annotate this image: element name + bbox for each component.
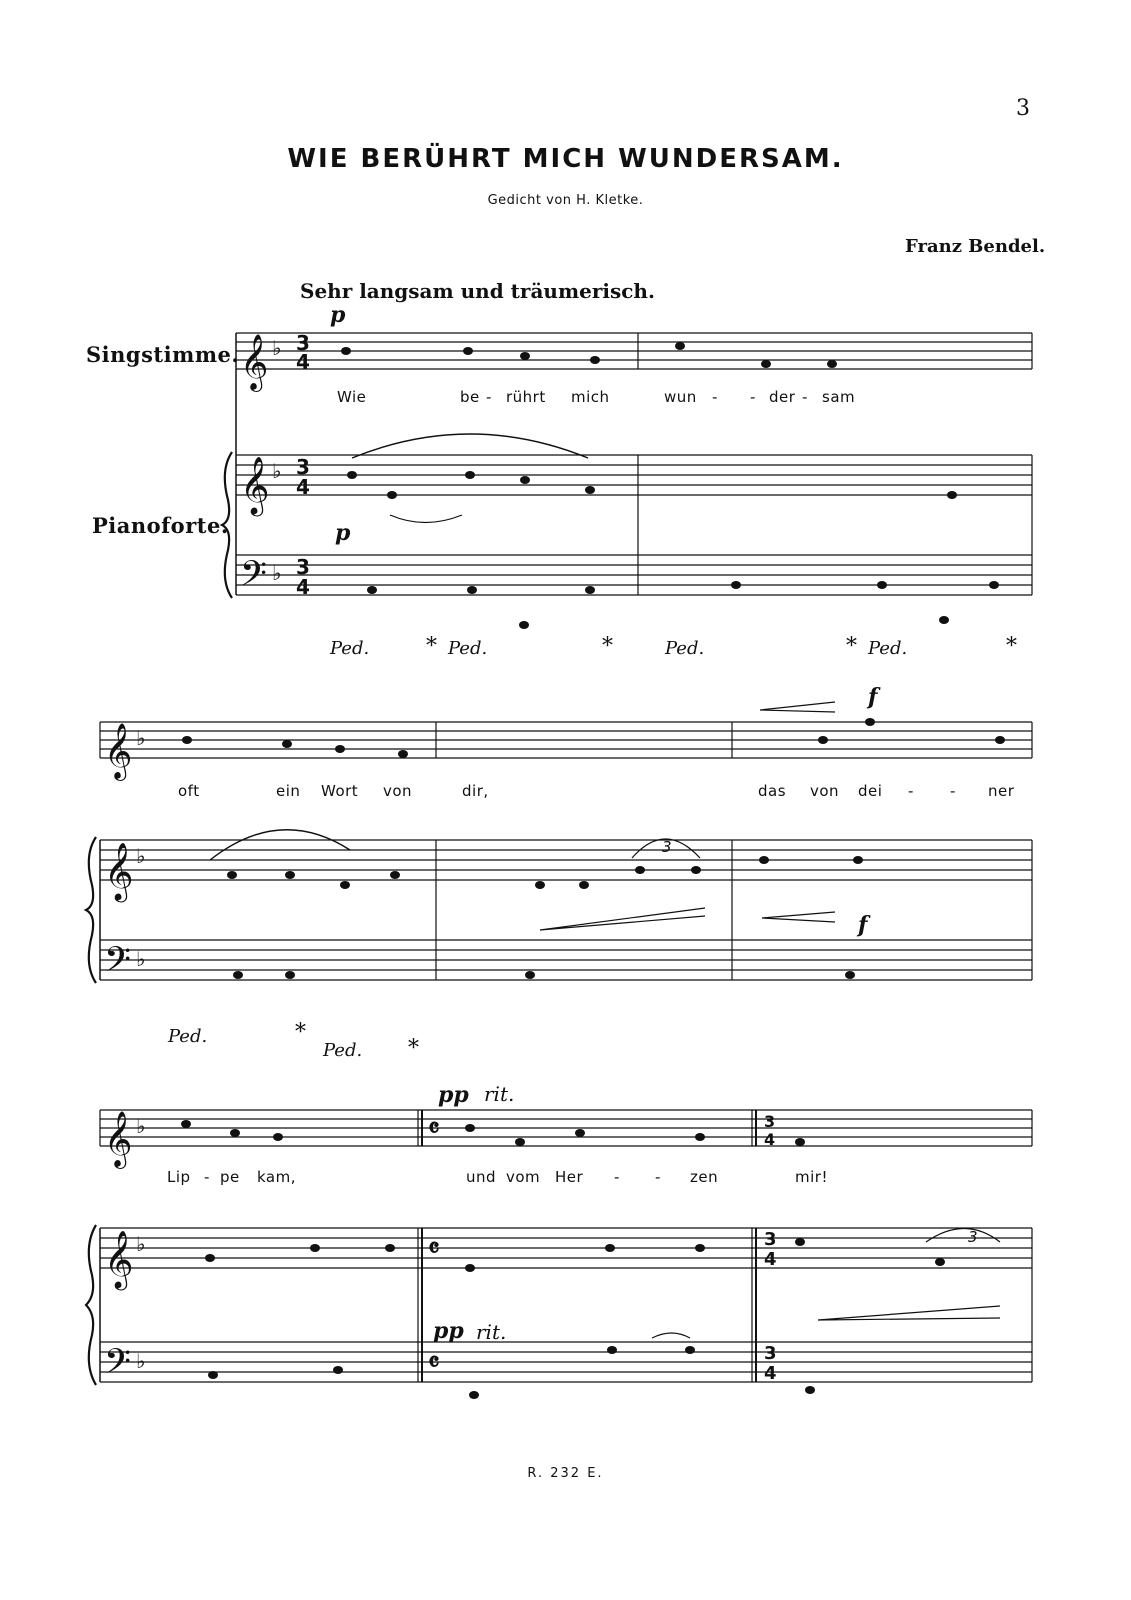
lyric-syllable: ein — [276, 782, 301, 800]
svg-text:3: 3 — [296, 331, 310, 355]
lyric-syllable: - — [802, 388, 808, 406]
svg-text:𝄴: 𝄴 — [428, 1234, 440, 1264]
svg-text:𝄞: 𝄞 — [240, 456, 270, 514]
svg-text:4: 4 — [764, 1130, 776, 1149]
lyric-syllable: Her — [555, 1168, 584, 1186]
lyric-syllable: - — [655, 1168, 661, 1186]
lyric-syllable: der — [769, 388, 796, 406]
lyric-syllable: be — [460, 388, 480, 406]
lyric-syllable: mir! — [795, 1168, 828, 1186]
lyric-syllable: - — [204, 1168, 210, 1186]
ritardando-voice-3: rit. — [484, 1082, 515, 1106]
song-title: WIE BERÜHRT MICH WUNDERSAM. — [287, 144, 844, 174]
voice-staff-2 — [100, 722, 1032, 758]
lyric-syllable: - — [908, 782, 914, 800]
pedal-mark: Ped. — [330, 638, 370, 659]
lyric-syllable: ner — [988, 782, 1015, 800]
lyric-syllable: kam, — [257, 1168, 296, 1186]
svg-text:♭: ♭ — [272, 561, 282, 585]
pedal-release-mark: * — [408, 1036, 419, 1061]
svg-text:♭: ♭ — [272, 336, 282, 360]
voice-part-label: Singstimme. — [86, 342, 240, 367]
lyric-syllable: dei — [858, 782, 883, 800]
svg-text:4: 4 — [296, 475, 310, 499]
pedal-release-mark: * — [846, 634, 857, 659]
lyric-syllable: pe — [220, 1168, 240, 1186]
svg-text:♭: ♭ — [136, 947, 146, 971]
dynamic-piano-3: pp — [433, 1318, 464, 1344]
svg-text:𝄞: 𝄞 — [104, 842, 134, 900]
lyric-syllable: - — [486, 388, 492, 406]
svg-text:𝄞: 𝄞 — [104, 723, 133, 779]
pedal-release-mark: * — [295, 1020, 306, 1045]
pedal-mark: Ped. — [168, 1026, 208, 1047]
lyric-syllable: mich — [571, 388, 610, 406]
svg-text:3: 3 — [296, 455, 310, 479]
composer-credit: Franz Bendel. — [905, 236, 1046, 257]
lyric-syllable: oft — [178, 782, 200, 800]
lyric-syllable: rührt — [506, 388, 546, 406]
pedal-release-mark: * — [426, 634, 437, 659]
dynamic-voice-3: pp — [438, 1082, 469, 1108]
svg-text:𝄞: 𝄞 — [104, 1230, 134, 1288]
svg-text:𝄴: 𝄴 — [428, 1114, 440, 1144]
svg-text:𝄴: 𝄴 — [428, 1348, 440, 1378]
lyric-syllable: von — [810, 782, 840, 800]
lyric-syllable: - — [750, 388, 756, 406]
svg-text:4: 4 — [764, 1249, 777, 1270]
lyric-syllable: Lip — [167, 1168, 191, 1186]
svg-text:3: 3 — [296, 555, 310, 579]
svg-text:♭: ♭ — [136, 1349, 146, 1373]
tempo-marking: Sehr langsam und träumerisch. — [300, 279, 655, 303]
svg-text:𝄢: 𝄢 — [104, 939, 132, 988]
dynamic-piano-2: f — [858, 912, 868, 938]
lyric-syllable: - — [950, 782, 956, 800]
plate-number: R. 232 E. — [527, 1466, 604, 1481]
piano-treble-staff-3 — [100, 1228, 1032, 1268]
svg-text:3: 3 — [764, 1229, 777, 1250]
svg-text:𝄢: 𝄢 — [240, 553, 268, 602]
svg-text:♭: ♭ — [136, 726, 146, 750]
ritardando-piano-3: rit. — [476, 1320, 507, 1344]
svg-text:𝄞: 𝄞 — [104, 1111, 133, 1167]
pedal-mark: Ped. — [665, 638, 705, 659]
svg-text:𝄢: 𝄢 — [104, 1341, 132, 1390]
piano-bass-staff-1 — [236, 555, 1032, 595]
pedal-mark: Ped. — [323, 1040, 363, 1061]
svg-text:3: 3 — [764, 1343, 777, 1364]
pedal-release-mark: * — [1006, 634, 1017, 659]
dynamic-piano-1: p — [335, 520, 351, 546]
piano-part-label: Pianoforte. — [92, 513, 229, 538]
svg-text:♭: ♭ — [136, 1232, 146, 1256]
dynamic-voice-2: f — [868, 684, 878, 710]
svg-text:♭: ♭ — [272, 459, 282, 483]
svg-text:4: 4 — [296, 350, 310, 374]
lyric-syllable: das — [758, 782, 787, 800]
lyric-syllable: - — [614, 1168, 620, 1186]
lyric-syllable: Wort — [321, 782, 359, 800]
dynamic-voice-1: p — [330, 302, 346, 328]
piano-treble-staff-2 — [100, 840, 1032, 880]
tuplet-number-3: 3 — [968, 1228, 979, 1246]
lyric-syllable: sam — [822, 388, 856, 406]
lyric-syllable: Wie — [337, 388, 367, 406]
svg-text:4: 4 — [296, 575, 310, 599]
svg-text:♭: ♭ — [136, 844, 146, 868]
svg-text:3: 3 — [764, 1112, 776, 1131]
lyric-syllable: vom — [506, 1168, 541, 1186]
page-number: 3 — [1016, 96, 1030, 121]
lyric-syllable: zen — [690, 1168, 719, 1186]
lyric-syllable: dir, — [462, 782, 489, 800]
tuplet-number-2: 3 — [662, 838, 673, 856]
pedal-release-mark: * — [602, 634, 613, 659]
lyric-syllable: von — [383, 782, 413, 800]
svg-text:♭: ♭ — [136, 1114, 146, 1138]
poet-credit: Gedicht von H. Kletke. — [487, 193, 644, 208]
lyric-syllable: - — [712, 388, 718, 406]
lyric-syllable: wun — [664, 388, 697, 406]
lyric-syllable: und — [466, 1168, 497, 1186]
voice-staff-3 — [100, 1110, 1032, 1146]
pedal-mark: Ped. — [448, 638, 488, 659]
voice-staff-1 — [236, 333, 1032, 369]
svg-text:4: 4 — [764, 1363, 777, 1384]
svg-text:𝄞: 𝄞 — [240, 334, 269, 390]
piano-bass-staff-3 — [100, 1342, 1032, 1382]
pedal-mark: Ped. — [868, 638, 908, 659]
